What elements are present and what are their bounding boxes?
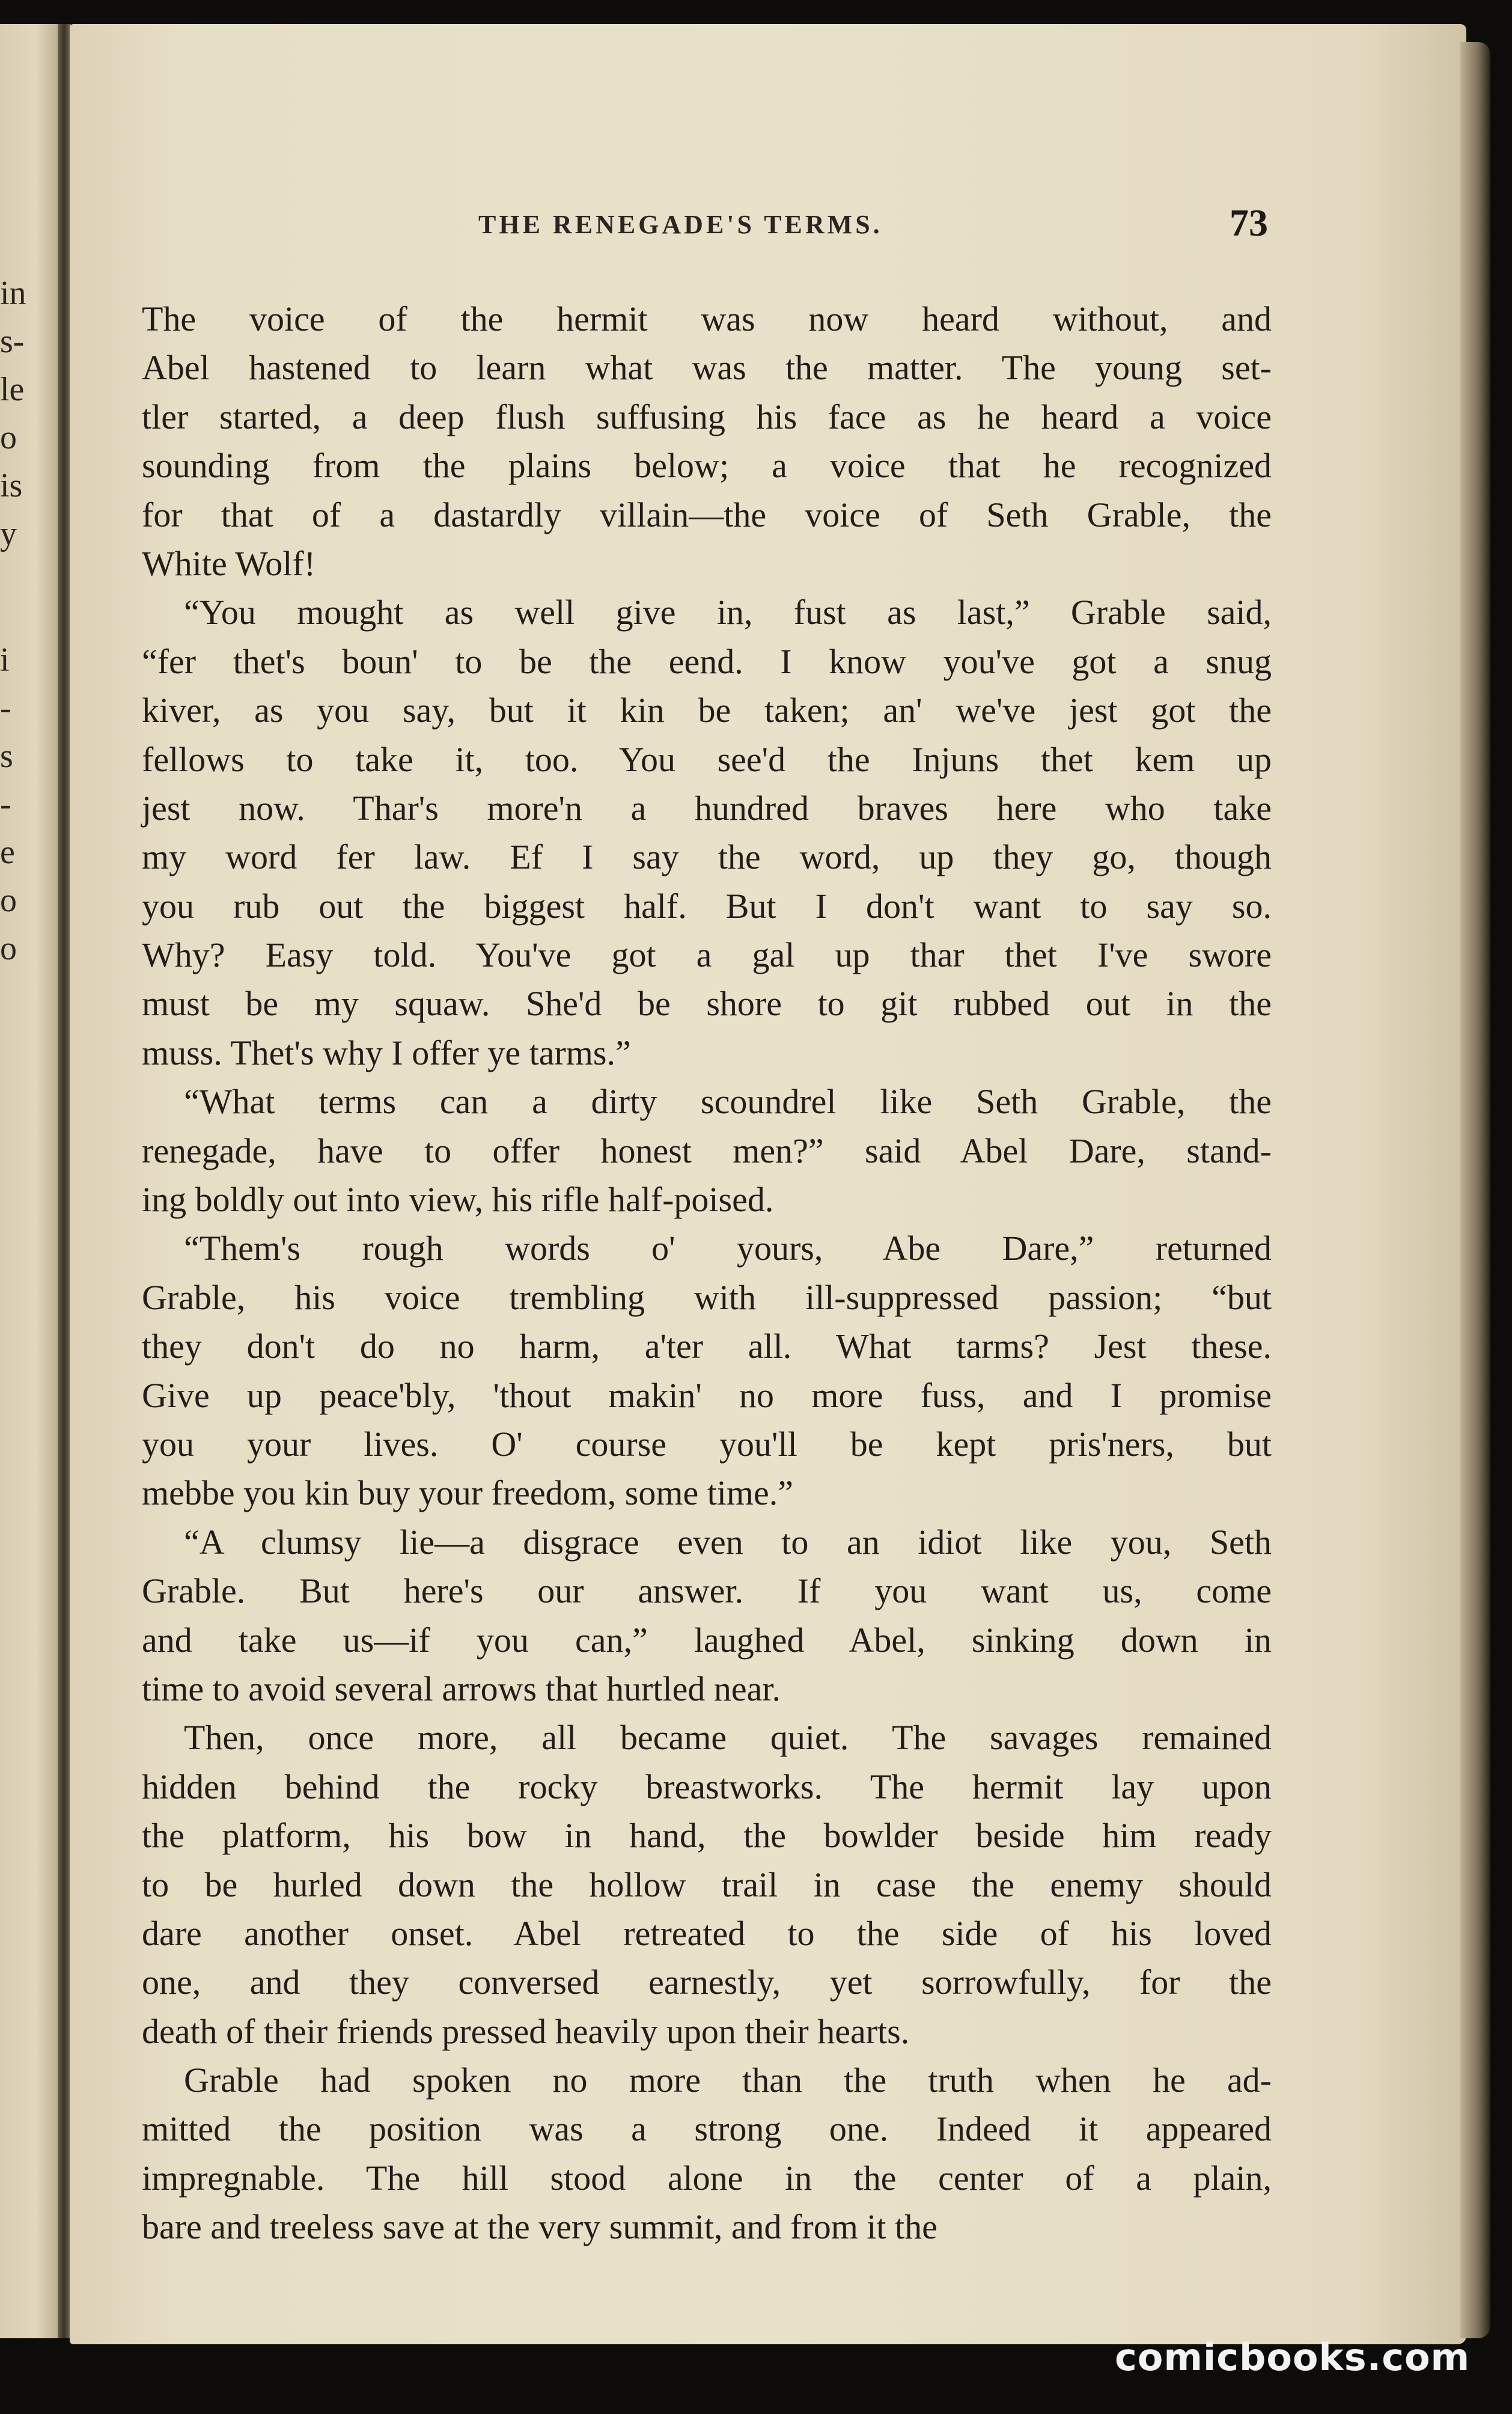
left-page-fragment: o xyxy=(0,882,17,919)
body-text xyxy=(142,295,1272,2252)
text-line: sounding from the plains below; a voice that he recognized xyxy=(142,446,1272,486)
text-line: death of their friends pressed heavily upon their hearts. xyxy=(142,2011,910,2051)
left-page-fragment: o xyxy=(0,419,17,456)
text-line: White Wolf! xyxy=(142,543,316,583)
text-line: renegade, have to offer honest men?” said Abel Dare, stand- xyxy=(142,1131,1272,1170)
text-line: tler started, a deep flush suffusing his face as he heard a voice xyxy=(142,397,1272,436)
text-line: must be my squaw. She'd be shore to git rubbed out in the xyxy=(142,984,1272,1024)
text-line: hidden behind the rocky breastworks. The hermit lay upon xyxy=(142,1767,1272,1806)
text-line: fellows to take it, too. You see'd the Injuns thet kem up xyxy=(142,739,1272,779)
left-page-fragment: o xyxy=(0,930,17,967)
left-page-edge xyxy=(0,24,60,2338)
text-line: “Them's rough words o' yours, Abe Dare,” returned xyxy=(184,1229,1272,1268)
left-page-fragment: y xyxy=(0,515,17,552)
left-page-fragment: e xyxy=(0,834,15,871)
text-line: you your lives. O' course you'll be kept pris'ners, but xyxy=(142,1424,1272,1464)
text-line: to be hurled down the hollow trail in case the enemy should xyxy=(142,1865,1272,1904)
left-page-fragment: in xyxy=(0,275,26,312)
left-page-fragment: is xyxy=(0,467,23,504)
left-page-fragment: i xyxy=(0,641,10,679)
text-line: jest now. Thar's more'n a hundred braves here who take xyxy=(142,788,1272,828)
text-line: time to avoid several arrows that hurtled near. xyxy=(142,1669,781,1708)
text-line: The voice of the hermit was now heard without, and xyxy=(142,299,1272,338)
page-header xyxy=(70,201,1466,252)
text-line: kiver, as you say, but it kin be taken; an' we've jest got the xyxy=(142,691,1272,730)
page-edge xyxy=(1460,42,1490,2338)
text-line: my word fer law. Ef I say the word, up they go, though xyxy=(142,837,1272,877)
text-line: Abel hastened to learn what was the matter. The young set- xyxy=(142,348,1272,388)
text-line: “A clumsy lie—a disgrace even to an idiot like you, Seth xyxy=(184,1522,1272,1562)
text-line: for that of a dastardly villain—the voice of Seth Grable, the xyxy=(142,495,1272,534)
text-line: and take us—if you can,” laughed Abel, sinking down in xyxy=(142,1620,1272,1660)
text-line: “fer thet's boun' to be the eend. I know you've got a snug xyxy=(142,641,1272,681)
text-line: they don't do no harm, a'ter all. What tarms? Jest these. xyxy=(142,1327,1272,1366)
running-head: THE RENEGADE'S TERMS. xyxy=(478,210,883,239)
text-line: you rub out the biggest half. But I don't want to say so. xyxy=(142,886,1272,926)
book-gutter xyxy=(58,24,71,2338)
text-line: Grable had spoken no more than the truth when he ad- xyxy=(184,2061,1272,2100)
left-page-fragment: - xyxy=(0,689,11,727)
text-line: “What terms can a dirty scoundrel like Seth Grable, the xyxy=(184,1082,1272,1122)
text-line: dare another onset. Abel retreated to the side of his loved xyxy=(142,1913,1272,1953)
text-line: ing boldly out into view, his rifle half-poised. xyxy=(142,1180,774,1220)
text-line: Then, once more, all became quiet. The savages remained xyxy=(184,1718,1272,1758)
watermark: comicbooks.com xyxy=(1115,2335,1471,2379)
text-line: Grable, his voice trembling with ill-suppressed passion; “but xyxy=(142,1277,1272,1317)
text-line: muss. Thet's why I offer ye tarms.” xyxy=(142,1033,631,1072)
left-page-fragment: s- xyxy=(0,323,25,360)
text-line: the platform, his bow in hand, the bowlder beside him ready xyxy=(142,1816,1272,1856)
text-line: Give up peace'bly, 'thout makin' no more fuss, and I promise xyxy=(142,1375,1272,1415)
text-line: one, and they conversed earnestly, yet sorrowfully, for the xyxy=(142,1963,1272,2002)
text-line: Why? Easy told. You've got a gal up thar thet I've swore xyxy=(142,935,1272,975)
text-line: mitted the position was a strong one. Indeed it appeared xyxy=(142,2109,1272,2149)
left-page-fragment: s xyxy=(0,738,13,775)
text-line: Grable. But here's our answer. If you want us, come xyxy=(142,1571,1272,1611)
text-line: bare and treeless save at the very summit, and from it the xyxy=(142,2207,937,2247)
left-page-fragment: - xyxy=(0,786,11,823)
text-line: “You mought as well give in, fust as last,” Grable said, xyxy=(184,593,1272,632)
text-line: impregnable. The hill stood alone in the center of a plain, xyxy=(142,2158,1272,2198)
left-page-fragment: le xyxy=(0,371,25,408)
text-line: mebbe you kin buy your freedom, some time.” xyxy=(142,1473,794,1513)
page-number: 73 xyxy=(1230,201,1268,244)
book-page xyxy=(70,24,1466,2344)
